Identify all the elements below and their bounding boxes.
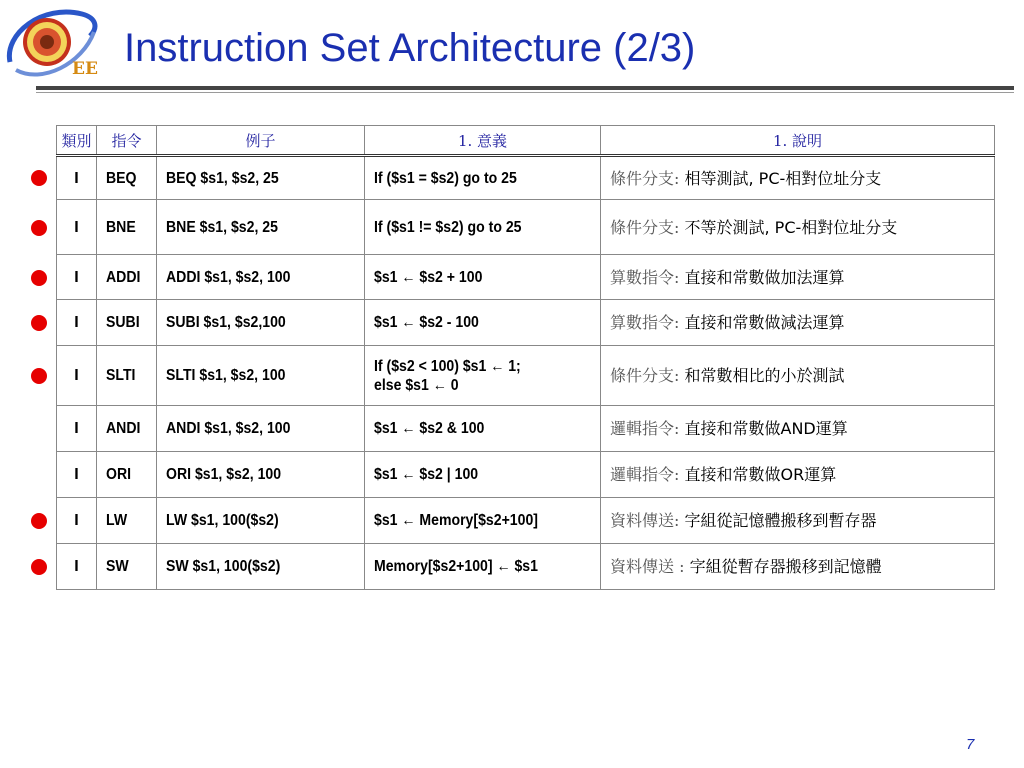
cell-description — [601, 498, 995, 544]
instruction-table — [56, 125, 995, 590]
table-row — [57, 498, 995, 544]
cell-description — [601, 406, 995, 452]
meaning-text: $s1 ← $s2 | 100 — [374, 466, 479, 483]
cell-description — [601, 544, 995, 590]
example-text: SUBI $s1, $s2,100 — [166, 314, 286, 331]
meaning-text: Memory[$s2+100] ← $s1 — [374, 558, 538, 575]
cell-description — [601, 452, 995, 498]
category-label: 資料傳送 : — [610, 557, 685, 576]
example-text: ADDI $s1, $s2, 100 — [166, 268, 291, 286]
example-text: SW $s1, 100($s2) — [166, 558, 281, 575]
table-row — [57, 406, 995, 452]
meaning-text: $s1 ← $s2 - 100 — [374, 314, 479, 331]
category-label: 資料傳送: — [610, 511, 680, 530]
cell-type: I — [57, 498, 97, 544]
cell-description — [601, 200, 995, 255]
table-row — [57, 544, 995, 590]
category-label: 邏輯指令: — [610, 465, 680, 484]
description-text: 不等於測試, PC-相對位址分支 — [679, 217, 898, 237]
description-text: 相等測試, PC-相對位址分支 — [679, 168, 882, 188]
cell-instruction — [97, 255, 157, 300]
instruction-text: BNE — [106, 218, 136, 236]
cell-example — [157, 346, 365, 406]
bullet-marker — [31, 315, 47, 331]
cell-type: I — [57, 200, 97, 255]
cell-type: I — [57, 156, 97, 200]
category-label: 算數指令: — [610, 267, 680, 287]
description-text: 字組從暫存器搬移到記憶體 — [684, 557, 882, 576]
instruction-text: SLTI — [106, 367, 136, 384]
header-meaning: 1. 意義 — [365, 126, 601, 156]
header-instruction: 指令 — [97, 126, 157, 156]
cell-meaning — [365, 406, 601, 452]
cell-example — [157, 406, 365, 452]
example-text: BEQ $s1, $s2, 25 — [166, 169, 279, 187]
description-text: 直接和常數做加法運算 — [679, 267, 845, 287]
cell-instruction — [97, 544, 157, 590]
header-type: 類別 — [57, 126, 97, 156]
example-text: ORI $s1, $s2, 100 — [166, 466, 282, 483]
cell-description — [601, 255, 995, 300]
bullet-marker — [31, 270, 47, 286]
description-text: 直接和常數做OR運算 — [679, 465, 837, 484]
category-label: 條件分支: — [610, 217, 680, 237]
cell-example — [157, 300, 365, 346]
header-example: 例子 — [157, 126, 365, 156]
bullet-marker — [31, 220, 47, 236]
cell-instruction — [97, 300, 157, 346]
cell-type: I — [57, 406, 97, 452]
cell-example — [157, 498, 365, 544]
cell-meaning — [365, 255, 601, 300]
example-text: SLTI $s1, $s2, 100 — [166, 367, 286, 384]
cell-meaning — [365, 300, 601, 346]
cell-type: I — [57, 300, 97, 346]
cell-type: I — [57, 346, 97, 406]
category-label: 算數指令: — [610, 313, 680, 332]
table-row — [57, 300, 995, 346]
table-row — [57, 200, 995, 255]
meaning-text: If ($s1 = $s2) go to 25 — [374, 169, 517, 187]
meaning-text: $s1 ← $s2 + 100 — [374, 268, 483, 286]
category-label: 邏輯指令: — [610, 419, 680, 438]
instruction-text: BEQ — [106, 169, 137, 187]
cell-example — [157, 156, 365, 200]
logo-text: EE — [72, 59, 98, 79]
category-label: 條件分支: — [610, 168, 680, 188]
example-text: LW $s1, 100($s2) — [166, 512, 279, 529]
cell-example — [157, 544, 365, 590]
cell-instruction — [97, 156, 157, 200]
cell-meaning — [365, 452, 601, 498]
cell-meaning — [365, 156, 601, 200]
table-row — [57, 255, 995, 300]
page-number: 7 — [966, 736, 975, 753]
instruction-text: SW — [106, 558, 129, 575]
meaning-text: $s1 ← Memory[$s2+100] — [374, 512, 538, 529]
instruction-text: ORI — [106, 466, 132, 483]
bullet-marker — [31, 368, 47, 384]
cell-type: I — [57, 452, 97, 498]
cell-type: I — [57, 255, 97, 300]
instruction-text: LW — [106, 512, 128, 529]
cell-example — [157, 255, 365, 300]
table-row — [57, 346, 995, 406]
description-text: 直接和常數做減法運算 — [679, 313, 845, 332]
table-row — [57, 156, 995, 200]
example-text: ANDI $s1, $s2, 100 — [166, 420, 291, 437]
instruction-text: ADDI — [106, 268, 141, 286]
instruction-text: ANDI — [106, 420, 141, 437]
cell-instruction — [97, 406, 157, 452]
instruction-text: SUBI — [106, 314, 140, 331]
table-header-row — [57, 126, 995, 156]
cell-instruction — [97, 200, 157, 255]
slide-title: Instruction Set Architecture (2/3) — [124, 26, 696, 70]
cell-example — [157, 200, 365, 255]
category-label: 條件分支: — [610, 366, 680, 385]
cell-description — [601, 346, 995, 406]
cell-description — [601, 156, 995, 200]
cell-instruction — [97, 452, 157, 498]
bullet-marker — [31, 513, 47, 529]
bullet-marker — [31, 559, 47, 575]
meaning-line2: else $s1 ← 0 — [374, 376, 459, 394]
title-divider-thin — [36, 92, 1014, 93]
table-row — [57, 452, 995, 498]
meaning-text: If ($s1 != $s2) go to 25 — [374, 218, 522, 236]
description-text: 和常數相比的小於測試 — [679, 366, 845, 385]
title-divider — [36, 86, 1014, 90]
cell-example — [157, 452, 365, 498]
cell-instruction — [97, 346, 157, 406]
bullet-marker — [31, 170, 47, 186]
cell-type: I — [57, 544, 97, 590]
description-text: 字組從記憶體搬移到暫存器 — [679, 511, 877, 530]
example-text: BNE $s1, $s2, 25 — [166, 218, 278, 236]
meaning-line1: If ($s2 < 100) $s1 ← 1; — [374, 357, 521, 375]
cell-instruction — [97, 498, 157, 544]
cell-meaning — [365, 200, 601, 255]
header-description: 1. 說明 — [601, 126, 995, 156]
university-logo — [2, 4, 98, 84]
cell-meaning — [365, 346, 601, 406]
cell-meaning — [365, 544, 601, 590]
description-text: 直接和常數做AND運算 — [679, 419, 848, 438]
cell-description — [601, 300, 995, 346]
meaning-text: $s1 ← $s2 & 100 — [374, 420, 485, 437]
cell-meaning — [365, 498, 601, 544]
